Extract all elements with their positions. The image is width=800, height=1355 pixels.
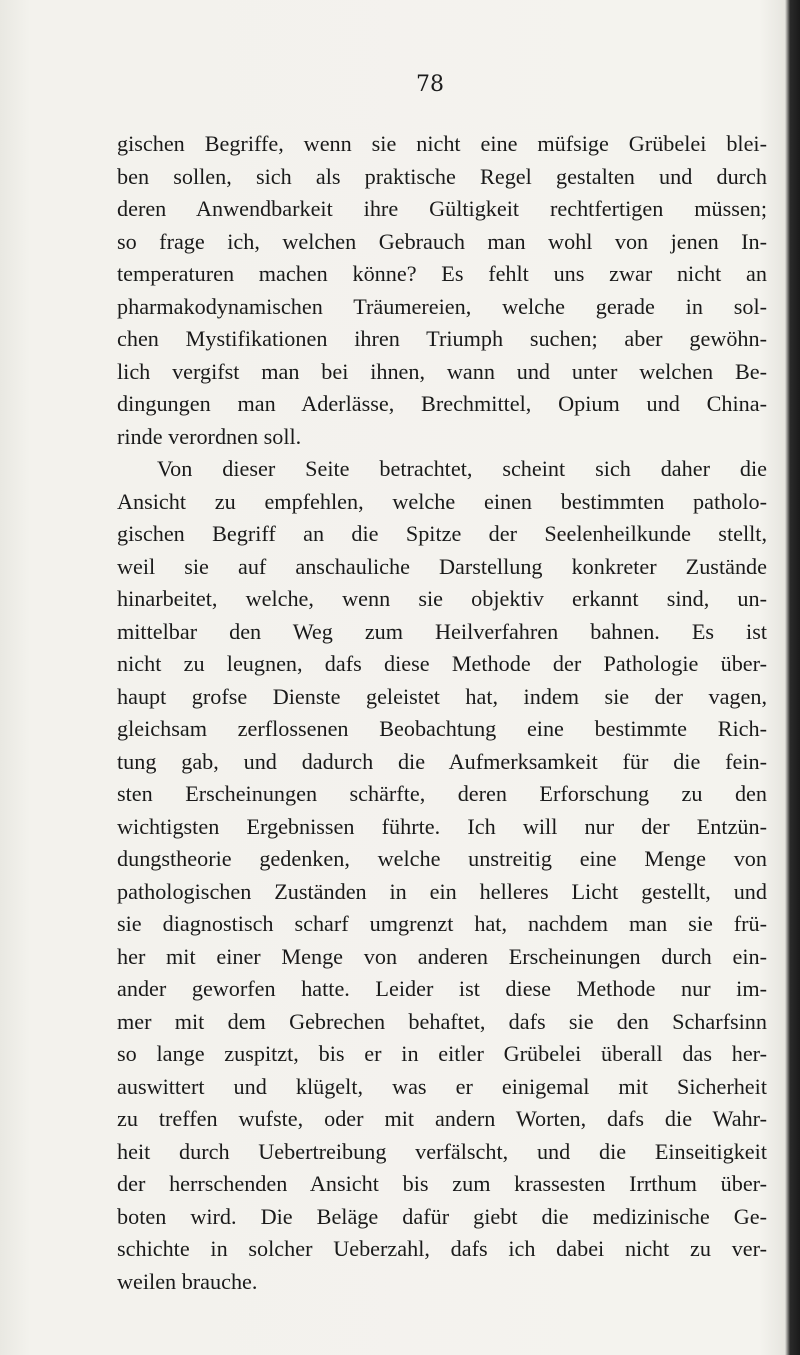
- text-line: tung gab, und dadurch die Aufmerksamkeit für die fein-: [117, 748, 767, 774]
- text-line: ben sollen, sich als praktische Regel gestalten und durch: [117, 163, 767, 189]
- page-number: 78: [416, 72, 444, 97]
- text-line: nicht zu leugnen, dafs diese Methode der Pathologie über-: [117, 651, 767, 676]
- text-line: her mit einer Menge von anderen Erscheinungen durch ein-: [117, 943, 767, 969]
- text-line: so frage ich, welchen Gebrauch man wohl von jenen In-: [117, 228, 767, 254]
- text-line: weil sie auf anschauliche Darstellung konkreter Zustände: [117, 553, 767, 579]
- text-line: chen Mystifikationen ihren Triumph suchen; aber gewöhn-: [117, 326, 767, 351]
- text-line: mittelbar den Weg zum Heilverfahren bahnen. Es ist: [117, 618, 767, 644]
- text-line: gleichsam zerflossenen Beobachtung eine bestimmte Rich-: [117, 716, 767, 741]
- paragraph-first-line: Von dieser Seite betrachtet, scheint sich daher die: [157, 456, 767, 481]
- text-line: so lange zuspitzt, bis er in eitler Grübelei überall das her-: [117, 1041, 767, 1066]
- text-line: pathologischen Zuständen in ein helleres Licht gestellt, und: [117, 878, 767, 904]
- text-line: haupt grofse Dienste geleistet hat, indem sie der vagen,: [117, 683, 767, 709]
- text-line: zu treffen wufste, oder mit andern Worten, dafs die Wahr-: [117, 1106, 767, 1131]
- text-line: weilen brauche.: [117, 1268, 258, 1294]
- text-line: auswittert und klügelt, was er einigemal mit Sicherheit: [117, 1073, 767, 1099]
- text-line: dungstheorie gedenken, welche unstreitig eine Menge von: [117, 846, 767, 871]
- text-line: boten wird. Die Beläge dafür giebt die medizinische Ge-: [117, 1203, 767, 1229]
- text-line: wichtigsten Ergebnissen führte. Ich will nur der Entzün-: [117, 813, 767, 839]
- text-line: lich vergifst man bei ihnen, wann und unter welchen Be-: [117, 358, 767, 384]
- text-line: dingungen man Aderlässe, Brechmittel, Opium und China-: [117, 391, 767, 416]
- text-line: mer mit dem Gebrechen behaftet, dafs sie den Scharfsinn: [117, 1008, 767, 1034]
- text-line: Ansicht zu empfehlen, welche einen bestimmten patholo-: [117, 488, 767, 514]
- text-line: gischen Begriff an die Spitze der Seelenheilkunde stellt,: [117, 521, 767, 546]
- text-line: deren Anwendbarkeit ihre Gültigkeit rechtfertigen müssen;: [117, 196, 767, 221]
- text-line: ander geworfen hatte. Leider ist diese Methode nur im-: [117, 976, 767, 1001]
- body-text: [117, 128, 767, 1298]
- text-line: sten Erscheinungen schärfte, deren Erforschung zu den: [117, 781, 767, 806]
- text-line: hinarbeitet, welche, wenn sie objektiv erkannt sind, un-: [117, 586, 767, 611]
- text-line: pharmakodynamischen Träumereien, welche gerade in sol-: [117, 293, 767, 319]
- text-line: temperaturen machen könne? Es fehlt uns zwar nicht an: [117, 261, 767, 286]
- text-line: sie diagnostisch scharf umgrenzt hat, nachdem man sie frü-: [117, 911, 767, 936]
- text-line: der herrschenden Ansicht bis zum krassesten Irrthum über-: [117, 1171, 767, 1196]
- text-line: heit durch Uebertreibung verfälscht, und die Einseitigkeit: [117, 1138, 767, 1164]
- text-line: gischen Begriffe, wenn sie nicht eine müfsige Grübelei blei-: [117, 131, 767, 156]
- text-line: schichte in solcher Ueberzahl, dafs ich dabei nicht zu ver-: [117, 1236, 767, 1261]
- text-line: rinde verordnen soll.: [117, 423, 302, 449]
